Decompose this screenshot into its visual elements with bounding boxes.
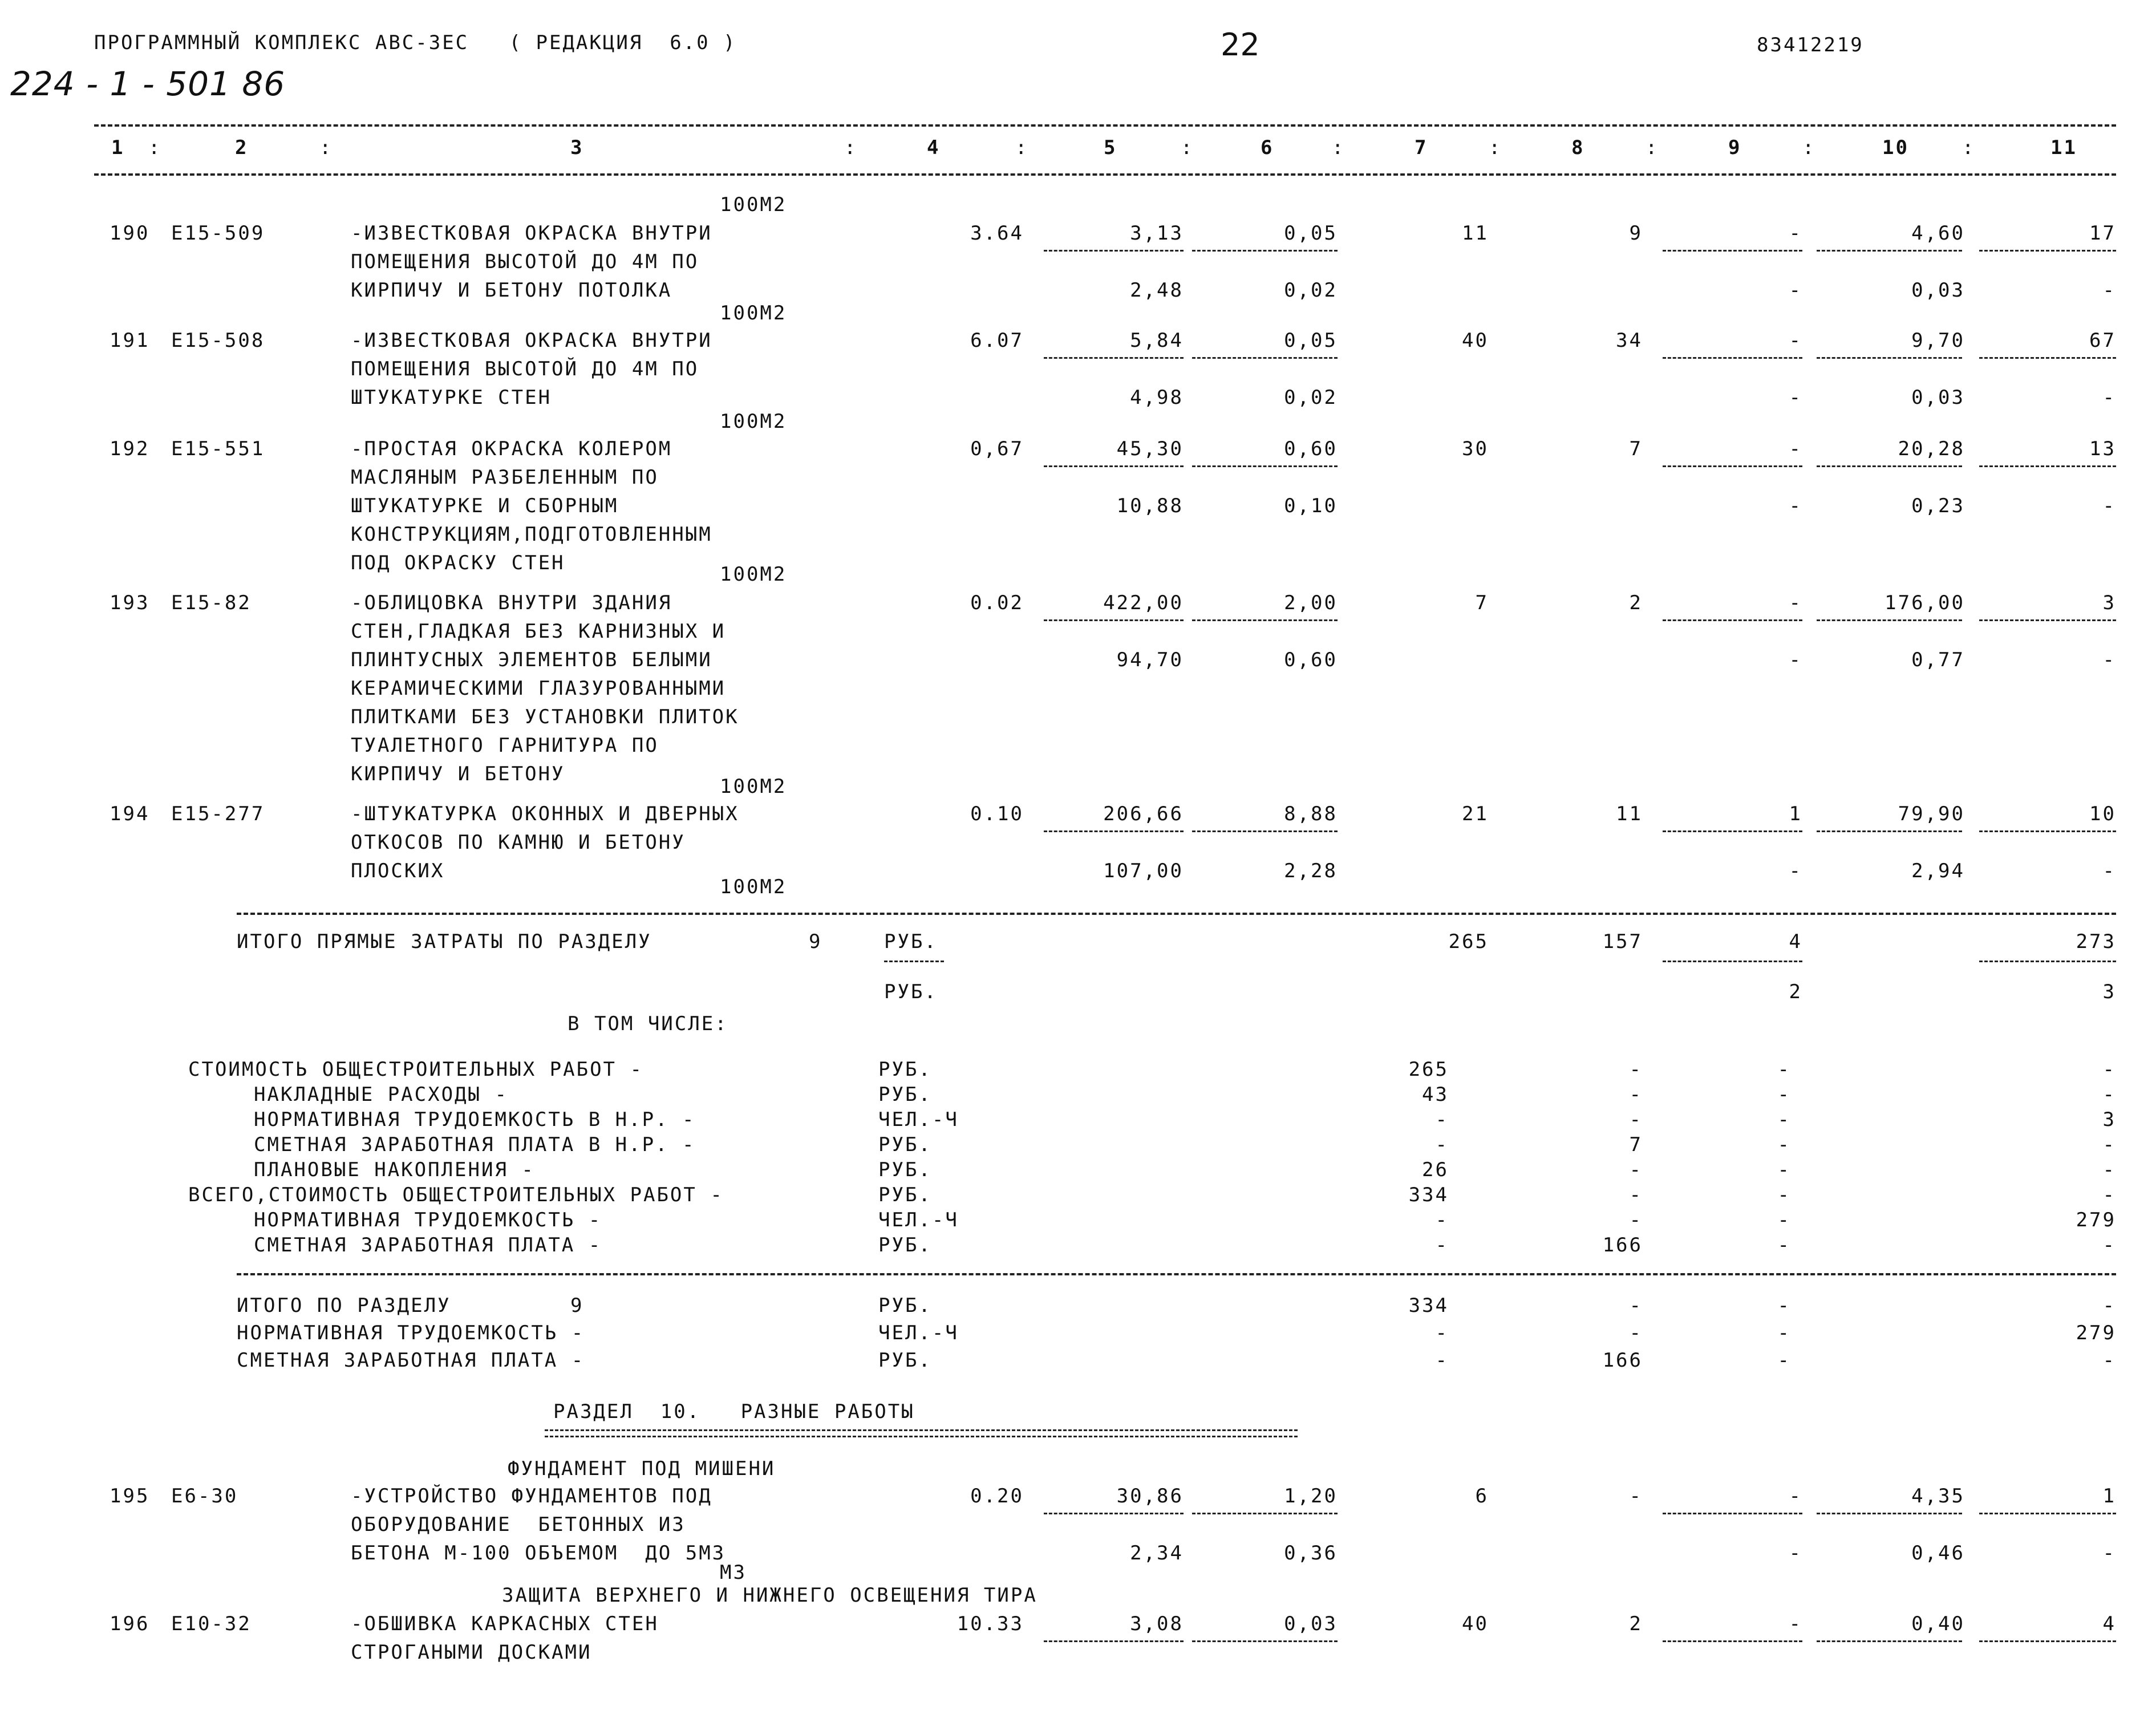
entry-c6: 0,05 — [1284, 222, 1338, 245]
entry-c11: 10 — [2089, 803, 2116, 825]
entry-description-line: ПОМЕЩЕНИЯ ВЫСОТОЙ ДО 4М ПО — [351, 250, 699, 273]
summary-c9: - — [1777, 1108, 1791, 1131]
entry-description-line: ПЛИНТУСНЫХ ЭЛЕМЕНТОВ БЕЛЫМИ — [351, 649, 712, 671]
total-c9: - — [1777, 1349, 1791, 1372]
entry-c6-sub: 0,02 — [1284, 279, 1338, 302]
summary-label: НОРМАТИВНАЯ ТРУДОЕМКОСТЬ - — [254, 1209, 602, 1231]
entry-c6-sub: 0,60 — [1284, 649, 1338, 671]
c9-rule — [1663, 357, 1802, 359]
entry-c10: 20,28 — [1898, 437, 1965, 460]
entry-description-line: СТРОГАНЫМИ ДОСКАМИ — [351, 1641, 592, 1664]
summary-unit: РУБ. — [878, 1234, 932, 1257]
entry-description-line: ШТУКАТУРКЕ СТЕН — [351, 386, 552, 409]
entry-c11: 67 — [2089, 329, 2116, 352]
entry-c8: 34 — [1616, 329, 1643, 352]
entry-c11: 1 — [2102, 1485, 2116, 1508]
summary-c8: 166 — [1602, 1234, 1643, 1257]
summary-c8: - — [1629, 1184, 1643, 1206]
entry-c5: 422,00 — [1103, 591, 1184, 614]
entry-number: 192 — [110, 437, 150, 460]
entry-c4: 0.02 — [970, 591, 1024, 614]
c6-rule — [1192, 830, 1338, 832]
total-direct-unit-2: РУБ. — [884, 980, 938, 1003]
entry-description-line: -ИЗВЕСТКОВАЯ ОКРАСКА ВНУТРИ — [351, 222, 712, 245]
column-number: 2 — [235, 136, 249, 159]
c5-rule — [1044, 619, 1184, 621]
entry-c11-sub: - — [2102, 386, 2116, 409]
entry-c6-sub: 0,36 — [1284, 1542, 1338, 1565]
summary-c9: - — [1777, 1058, 1791, 1081]
entry-c10-sub: 0,77 — [1911, 649, 1965, 671]
total-unit: ЧЕЛ.-Ч — [878, 1322, 959, 1344]
entry-c10-sub: 2,94 — [1911, 860, 1965, 882]
entry-c9-sub: - — [1789, 1542, 1802, 1565]
column-number: 1 — [111, 136, 125, 159]
entry-c4: 3.64 — [970, 222, 1024, 245]
entry-c11-sub: - — [2102, 279, 2116, 302]
summary-c11: - — [2102, 1234, 2116, 1257]
total-label: ИТОГО ПО РАЗДЕЛУ — [237, 1294, 451, 1317]
column-separator: : — [1181, 136, 1194, 159]
entry-number: 190 — [110, 222, 150, 245]
entry-c9-sub: - — [1789, 860, 1802, 882]
entry-c9: - — [1789, 591, 1802, 614]
total-c7: - — [1435, 1349, 1449, 1372]
entry-c9: - — [1789, 1485, 1802, 1508]
entry-description-line: СТЕН,ГЛАДКАЯ БЕЗ КАРНИЗНЫХ И — [351, 620, 726, 643]
entry-code: Е10-32 — [171, 1612, 252, 1635]
entry-code: Е6-30 — [171, 1485, 238, 1508]
entry-description-line: ПЛИТКАМИ БЕЗ УСТАНОВКИ ПЛИТОК — [351, 706, 739, 728]
total-c11: 279 — [2076, 1322, 2116, 1344]
summary-label: СМЕТНАЯ ЗАРАБОТНАЯ ПЛАТА - — [254, 1234, 602, 1257]
column-number: 5 — [1104, 136, 1117, 159]
column-number: 11 — [2050, 136, 2077, 159]
total-direct-unit: РУБ. — [884, 930, 938, 953]
entry-c6: 0,05 — [1284, 329, 1338, 352]
entry-c10: 0,40 — [1911, 1612, 1965, 1635]
c10-rule — [1817, 619, 1962, 621]
entry-number: 195 — [110, 1485, 150, 1508]
total-direct-c11: 273 — [2076, 930, 2116, 953]
total-direct-c9-b: 2 — [1789, 980, 1802, 1003]
entry-c6-sub: 2,28 — [1284, 860, 1338, 882]
entry-c4: 0.20 — [970, 1485, 1024, 1508]
summary-label: СМЕТНАЯ ЗАРАБОТНАЯ ПЛАТА В Н.Р. - — [254, 1133, 696, 1156]
total-c11: - — [2102, 1294, 2116, 1317]
total-direct-section: 9 — [809, 930, 822, 953]
subheading-foundation: ФУНДАМЕНТ ПОД МИШЕНИ — [508, 1457, 776, 1480]
entry-description-line: КОНСТРУКЦИЯМ,ПОДГОТОВЛЕННЫМ — [351, 523, 712, 546]
c9-rule — [1663, 1513, 1802, 1514]
summary-c7: - — [1435, 1133, 1449, 1156]
entry-c11-sub: - — [2102, 1542, 2116, 1565]
entry-c5-sub: 94,70 — [1116, 649, 1184, 671]
entry-c8: 7 — [1629, 437, 1643, 460]
entry-c6: 0,03 — [1284, 1612, 1338, 1635]
c10-rule — [1817, 1513, 1962, 1514]
entry-c11: 17 — [2089, 222, 2116, 245]
summary-c11: - — [2102, 1184, 2116, 1206]
c5-rule — [1044, 830, 1184, 832]
section-end-rule — [237, 913, 2116, 915]
c11-rule — [1979, 1513, 2116, 1514]
c11-rule — [1979, 465, 2116, 467]
c9-rule — [1663, 830, 1802, 832]
entry-c6-sub: 0,10 — [1284, 495, 1338, 517]
header-bottom-rule — [94, 173, 2116, 176]
entry-description-line: КИРПИЧУ И БЕТОНУ — [351, 763, 565, 785]
total-c11: - — [2102, 1349, 2116, 1372]
entry-c10: 4,35 — [1911, 1485, 1965, 1508]
c10-rule — [1817, 250, 1962, 252]
entry-c5: 206,66 — [1103, 803, 1184, 825]
column-number: 6 — [1261, 136, 1274, 159]
column-number: 4 — [927, 136, 941, 159]
c11-rule — [1979, 830, 2116, 832]
c11-rule — [1979, 1640, 2116, 1642]
handwritten-code: 224 - 1 - 501 86 — [10, 64, 286, 103]
entry-number: 193 — [110, 591, 150, 614]
summary-unit: РУБ. — [878, 1058, 932, 1081]
entry-c7: 21 — [1462, 803, 1489, 825]
entry-description-line: ТУАЛЕТНОГО ГАРНИТУРА ПО — [351, 734, 659, 757]
entry-c5: 45,30 — [1116, 437, 1184, 460]
entry-c8: 11 — [1616, 803, 1643, 825]
total-label: НОРМАТИВНАЯ ТРУДОЕМКОСТЬ - — [237, 1322, 585, 1344]
c11-rule — [1979, 961, 2116, 962]
summary-c7: - — [1435, 1234, 1449, 1257]
summary-c8: - — [1629, 1209, 1643, 1231]
entry-description-line: ПЛОСКИХ — [351, 860, 445, 882]
column-separator: : — [148, 136, 162, 159]
c5-rule — [1044, 465, 1184, 467]
column-separator: : — [1962, 136, 1976, 159]
summary-c11: - — [2102, 1158, 2116, 1181]
summary-unit: РУБ. — [878, 1083, 932, 1106]
entry-c5: 3,08 — [1130, 1612, 1184, 1635]
entry-c4: 10.33 — [957, 1612, 1024, 1635]
total-c8: - — [1629, 1322, 1643, 1344]
entry-description-line: -УСТРОЙСТВО ФУНДАМЕНТОВ ПОД — [351, 1485, 712, 1508]
summary-c8: - — [1629, 1083, 1643, 1106]
entry-description-line: -ОБЛИЦОВКА ВНУТРИ ЗДАНИЯ — [351, 591, 672, 614]
entry-description-line: КИРПИЧУ И БЕТОНУ ПОТОЛКА — [351, 279, 672, 302]
column-number: 9 — [1728, 136, 1742, 159]
entry-c8: 2 — [1629, 591, 1643, 614]
summary-c8: - — [1629, 1058, 1643, 1081]
c11-rule — [1979, 357, 2116, 359]
entry-description-line: -ИЗВЕСТКОВАЯ ОКРАСКА ВНУТРИ — [351, 329, 712, 352]
entry-c10-sub: 0,03 — [1911, 279, 1965, 302]
c6-rule — [1192, 465, 1338, 467]
c5-rule — [1044, 357, 1184, 359]
entry-c6: 0,60 — [1284, 437, 1338, 460]
total-direct-c7: 265 — [1448, 930, 1489, 953]
column-number: 10 — [1882, 136, 1909, 159]
summary-c7: 265 — [1408, 1058, 1449, 1081]
entry-c5: 30,86 — [1116, 1485, 1184, 1508]
summary-c9: - — [1777, 1209, 1791, 1231]
column-number: 7 — [1415, 136, 1428, 159]
unit-label: М3 — [720, 1561, 747, 1584]
total-c9: - — [1777, 1294, 1791, 1317]
summary-c8: 7 — [1629, 1133, 1643, 1156]
summary-c9: - — [1777, 1234, 1791, 1257]
entry-c8: - — [1629, 1485, 1643, 1508]
summary-c11: - — [2102, 1058, 2116, 1081]
column-separator: : — [844, 136, 858, 159]
c11-rule — [1979, 619, 2116, 621]
entry-c9-sub: - — [1789, 649, 1802, 671]
entry-c9-sub: - — [1789, 279, 1802, 302]
c6-rule — [1192, 1513, 1338, 1514]
column-separator: : — [319, 136, 333, 159]
entry-c5-sub: 10,88 — [1116, 495, 1184, 517]
summary-label: НОРМАТИВНАЯ ТРУДОЕМКОСТЬ В Н.Р. - — [254, 1108, 696, 1131]
total-direct-c8: 157 — [1602, 930, 1643, 953]
entry-description-line: -ШТУКАТУРКА ОКОННЫХ И ДВЕРНЫХ — [351, 803, 739, 825]
summary-label: ПЛАНОВЫЕ НАКОПЛЕНИЯ - — [254, 1158, 535, 1181]
summary-c11: - — [2102, 1083, 2116, 1106]
total-unit: РУБ. — [878, 1294, 932, 1317]
entry-code: Е15-509 — [171, 222, 265, 245]
summary-c7: 43 — [1422, 1083, 1449, 1106]
entry-c6: 2,00 — [1284, 591, 1338, 614]
entry-c4: 6.07 — [970, 329, 1024, 352]
entry-c4: 0.10 — [970, 803, 1024, 825]
entry-c9-sub: - — [1789, 495, 1802, 517]
entry-c7: 11 — [1462, 222, 1489, 245]
entry-c7: 7 — [1475, 591, 1489, 614]
c10-rule — [1817, 357, 1962, 359]
summary-c9: - — [1777, 1184, 1791, 1206]
entry-number: 196 — [110, 1612, 150, 1635]
column-separator: : — [1332, 136, 1346, 159]
total-unit: РУБ. — [878, 1349, 932, 1372]
entry-c5-sub: 4,98 — [1130, 386, 1184, 409]
entry-code: Е15-277 — [171, 803, 265, 825]
c10-rule — [1817, 1640, 1962, 1642]
entry-c6: 8,88 — [1284, 803, 1338, 825]
summary-c7: 26 — [1422, 1158, 1449, 1181]
c10-rule — [1817, 830, 1962, 832]
entry-c8: 2 — [1629, 1612, 1643, 1635]
header-top-rule — [94, 124, 2116, 127]
including-label: В ТОМ ЧИСЛЕ: — [568, 1012, 728, 1035]
entry-code: Е15-551 — [171, 437, 265, 460]
total-c8: 166 — [1602, 1349, 1643, 1372]
entry-c11: 13 — [2089, 437, 2116, 460]
entry-c11-sub: - — [2102, 649, 2116, 671]
entry-c9-sub: - — [1789, 386, 1802, 409]
column-separator: : — [1646, 136, 1659, 159]
summary-label: ВСЕГО,СТОИМОСТЬ ОБЩЕСТРОИТЕЛЬНЫХ РАБОТ - — [188, 1184, 724, 1206]
entry-description-line: МАСЛЯНЫМ РАЗБЕЛЕННЫМ ПО — [351, 466, 659, 489]
entry-description-line: ОТКОСОВ ПО КАМНЮ И БЕТОНУ — [351, 831, 686, 854]
column-separator: : — [1802, 136, 1816, 159]
summary-c9: - — [1777, 1133, 1791, 1156]
totals-rule — [237, 1273, 2116, 1275]
summary-unit: РУБ. — [878, 1184, 932, 1206]
entry-c7: 40 — [1462, 1612, 1489, 1635]
c9-rule — [1663, 250, 1802, 252]
entry-c6-sub: 0,02 — [1284, 386, 1338, 409]
entry-c9: - — [1789, 1612, 1802, 1635]
summary-c11: 279 — [2076, 1209, 2116, 1231]
entry-c7: 6 — [1475, 1485, 1489, 1508]
section-10-title: РАЗДЕЛ 10. РАЗНЫЕ РАБОТЫ — [553, 1400, 915, 1423]
entry-c9: 1 — [1789, 803, 1802, 825]
entry-c5: 3,13 — [1130, 222, 1184, 245]
entry-number: 191 — [110, 329, 150, 352]
summary-c8: - — [1629, 1158, 1643, 1181]
entry-c11: 3 — [2102, 591, 2116, 614]
column-separator: : — [1015, 136, 1029, 159]
entry-description-line: -ОБШИВКА КАРКАСНЫХ СТЕН — [351, 1612, 659, 1635]
c6-rule — [1192, 1640, 1338, 1642]
c9-rule — [1663, 1640, 1802, 1642]
entry-c10-sub: 0,03 — [1911, 386, 1965, 409]
unit-label: 100М2 — [720, 193, 787, 216]
summary-label: СТОИМОСТЬ ОБЩЕСТРОИТЕЛЬНЫХ РАБОТ - — [188, 1058, 643, 1081]
total-direct-label: ИТОГО ПРЯМЫЕ ЗАТРАТЫ ПО РАЗДЕЛУ — [237, 930, 652, 953]
c5-rule — [1044, 250, 1184, 252]
total-direct-c11-b: 3 — [2102, 980, 2116, 1003]
subheading-protection: ЗАЩИТА ВЕРХНЕГО И НИЖНЕГО ОСВЕЩЕНИЯ ТИРА — [502, 1584, 1038, 1607]
entry-c11: 4 — [2102, 1612, 2116, 1635]
unit-label: 100М2 — [720, 876, 787, 898]
c5-rule — [1044, 1640, 1184, 1642]
entry-code: Е15-82 — [171, 591, 252, 614]
unit-label: 100М2 — [720, 410, 787, 433]
unit-rule — [884, 961, 944, 962]
entry-c11-sub: - — [2102, 495, 2116, 517]
entry-description-line: БЕТОНА М-100 ОБЪЕМОМ ДО 5М3 — [351, 1542, 726, 1565]
entry-description-line: ОБОРУДОВАНИЕ БЕТОННЫХ ИЗ — [351, 1513, 686, 1536]
c9-rule — [1663, 465, 1802, 467]
entry-c9: - — [1789, 222, 1802, 245]
document-code: 83412219 — [1757, 34, 1864, 56]
page-number: 22 — [1221, 27, 1260, 63]
entry-c10: 79,90 — [1898, 803, 1965, 825]
column-number: 3 — [570, 136, 584, 159]
summary-unit: РУБ. — [878, 1158, 932, 1181]
entry-c10-sub: 0,23 — [1911, 495, 1965, 517]
total-c8: - — [1629, 1294, 1643, 1317]
entry-c4: 0,67 — [970, 437, 1024, 460]
total-c7: - — [1435, 1322, 1449, 1344]
entry-c11-sub: - — [2102, 860, 2116, 882]
c6-rule — [1192, 357, 1338, 359]
entry-c5-sub: 2,48 — [1130, 279, 1184, 302]
summary-c9: - — [1777, 1083, 1791, 1106]
entry-description-line: КЕРАМИЧЕСКИМИ ГЛАЗУРОВАННЫМИ — [351, 677, 726, 700]
total-label: СМЕТНАЯ ЗАРАБОТНАЯ ПЛАТА - — [237, 1349, 585, 1372]
entry-c5: 5,84 — [1130, 329, 1184, 352]
total-section: 9 — [570, 1294, 584, 1317]
c5-rule — [1044, 1513, 1184, 1514]
c10-rule — [1817, 465, 1962, 467]
entry-code: Е15-508 — [171, 329, 265, 352]
entry-description-line: ПОД ОКРАСКУ СТЕН — [351, 552, 565, 574]
c9-rule — [1663, 619, 1802, 621]
c6-rule — [1192, 250, 1338, 252]
column-separator: : — [1489, 136, 1502, 159]
entry-c7: 30 — [1462, 437, 1489, 460]
c11-rule — [1979, 250, 2116, 252]
entry-c10: 9,70 — [1911, 329, 1965, 352]
unit-label: 100М2 — [720, 775, 787, 798]
summary-unit: ЧЕЛ.-Ч — [878, 1209, 959, 1231]
summary-c7: - — [1435, 1209, 1449, 1231]
entry-description-line: ШТУКАТУРКЕ И СБОРНЫМ — [351, 495, 619, 517]
entry-c9: - — [1789, 329, 1802, 352]
entry-c7: 40 — [1462, 329, 1489, 352]
total-direct-c9: 4 — [1789, 930, 1802, 953]
entry-c10: 176,00 — [1885, 591, 1965, 614]
summary-c8: - — [1629, 1108, 1643, 1131]
entry-description-line: ПОМЕЩЕНИЯ ВЫСОТОЙ ДО 4М ПО — [351, 358, 699, 380]
entry-c10: 4,60 — [1911, 222, 1965, 245]
summary-unit: РУБ. — [878, 1133, 932, 1156]
entry-c5-sub: 107,00 — [1103, 860, 1184, 882]
summary-c11: 3 — [2102, 1108, 2116, 1131]
summary-unit: ЧЕЛ.-Ч — [878, 1108, 959, 1131]
c6-rule — [1192, 619, 1338, 621]
summary-c11: - — [2102, 1133, 2116, 1156]
entry-c8: 9 — [1629, 222, 1643, 245]
program-header: ПРОГРАММНЫЙ КОМПЛЕКС АВС-3ЕС ( РЕДАКЦИЯ 6.0 ) — [94, 31, 737, 54]
entry-number: 194 — [110, 803, 150, 825]
entry-c9: - — [1789, 437, 1802, 460]
column-number: 8 — [1571, 136, 1585, 159]
summary-label: НАКЛАДНЫЕ РАСХОДЫ - — [254, 1083, 508, 1106]
entry-c5-sub: 2,34 — [1130, 1542, 1184, 1565]
entry-c6: 1,20 — [1284, 1485, 1338, 1508]
entry-description-line: -ПРОСТАЯ ОКРАСКА КОЛЕРОМ — [351, 437, 672, 460]
summary-c9: - — [1777, 1158, 1791, 1181]
summary-c7: 334 — [1408, 1184, 1449, 1206]
c9-rule — [1663, 961, 1802, 962]
unit-label: 100М2 — [720, 302, 787, 325]
unit-label: 100М2 — [720, 563, 787, 586]
summary-c7: - — [1435, 1108, 1449, 1131]
total-c7: 334 — [1408, 1294, 1449, 1317]
total-c9: - — [1777, 1322, 1791, 1344]
entry-c10-sub: 0,46 — [1911, 1542, 1965, 1565]
section-10-underline — [545, 1429, 1298, 1437]
